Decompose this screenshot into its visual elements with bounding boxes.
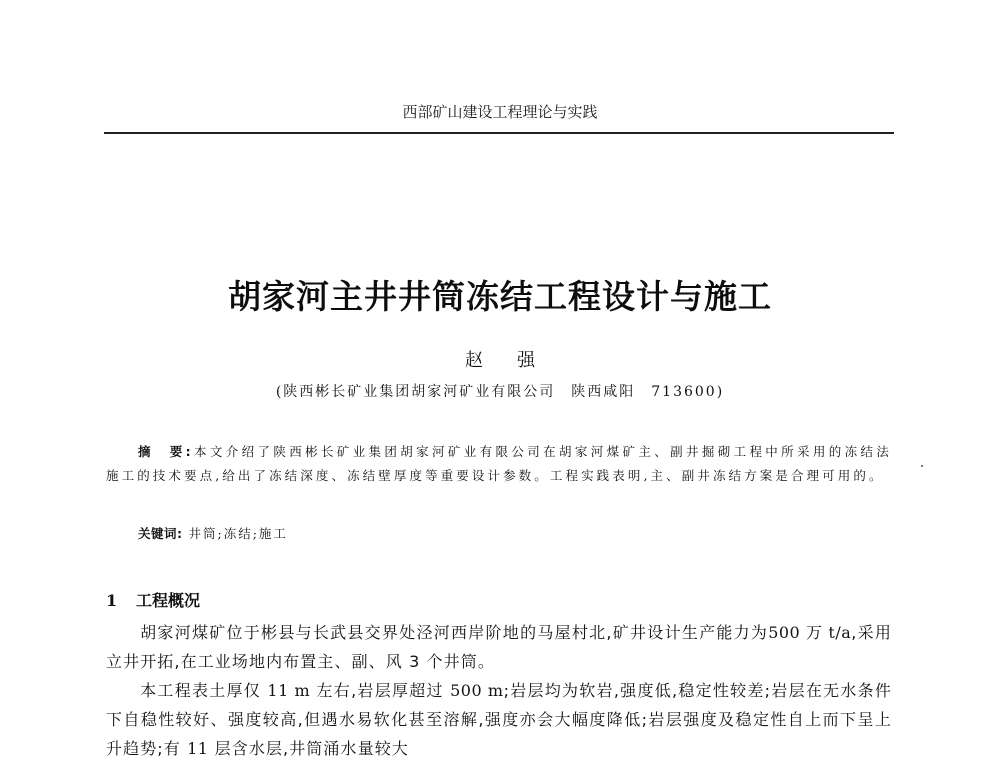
- paragraph-text: ,采用立井开拓,在工业场地内布置主、副、风 3 个井筒。: [106, 623, 892, 671]
- affiliation: (陕西彬长矿业集团胡家河矿业有限公司 陕西咸阳 713600): [275, 384, 725, 400]
- paragraph-text: ;岩层均为软岩,强度低,稳定性较差;岩层在无水条件下自稳性较好、强度较高,但遇水易软化甚至溶解,强度亦会大幅度降低;岩层强度及稳定性自上而下呈上升趋势;有: [106, 681, 893, 758]
- header-rule: [104, 132, 894, 134]
- paragraph-text: 11 m: [267, 681, 311, 700]
- author-given-name: 强: [517, 350, 535, 371]
- running-header: 西部矿山建设工程理论与实践: [402, 103, 598, 121]
- paragraph-text: 层含水层,井筒涌水量较大: [208, 739, 409, 758]
- abstract: [106, 440, 892, 488]
- scan-speck: [921, 465, 923, 467]
- paragraph-text: 11: [187, 739, 209, 758]
- author-family-name: 赵: [465, 350, 483, 371]
- author: [0, 346, 1000, 372]
- paragraph-text: 左右,岩层厚超过: [310, 681, 451, 700]
- keywords-label: 关键词:: [138, 526, 183, 541]
- paper-title: 胡家河主井井筒冻结工程设计与施工: [228, 277, 772, 316]
- section-title: 工程概况: [136, 591, 201, 610]
- section-heading: [106, 588, 200, 611]
- paragraph-text: 胡家河煤矿位于彬县与长武县交界处泾河西岸阶地的马屋村北,矿井设计生产能力为: [140, 623, 769, 642]
- paragraph-text: 500 m: [450, 681, 504, 700]
- paragraph: [106, 618, 892, 676]
- section-number: 1: [106, 591, 118, 610]
- abstract-label: 摘 要:: [138, 444, 194, 459]
- abstract-text: 本文介绍了陕西彬长矿业集团胡家河矿业有限公司在胡家河煤矿主、副井掘砌工程中所采用的冻结法施工的技术要点,给出了冻结深度、冻结壁厚度等重要设计参数。工程实践表明,主、副井冻结方案是合理可用的。: [106, 444, 892, 483]
- paragraph-text: 本工程表土厚仅: [140, 681, 268, 700]
- paragraph-text: 500 万 t/a: [768, 623, 852, 642]
- keywords-text: 井筒;冻结;施工: [188, 526, 288, 541]
- paragraph: [106, 676, 892, 763]
- keywords: [138, 524, 288, 542]
